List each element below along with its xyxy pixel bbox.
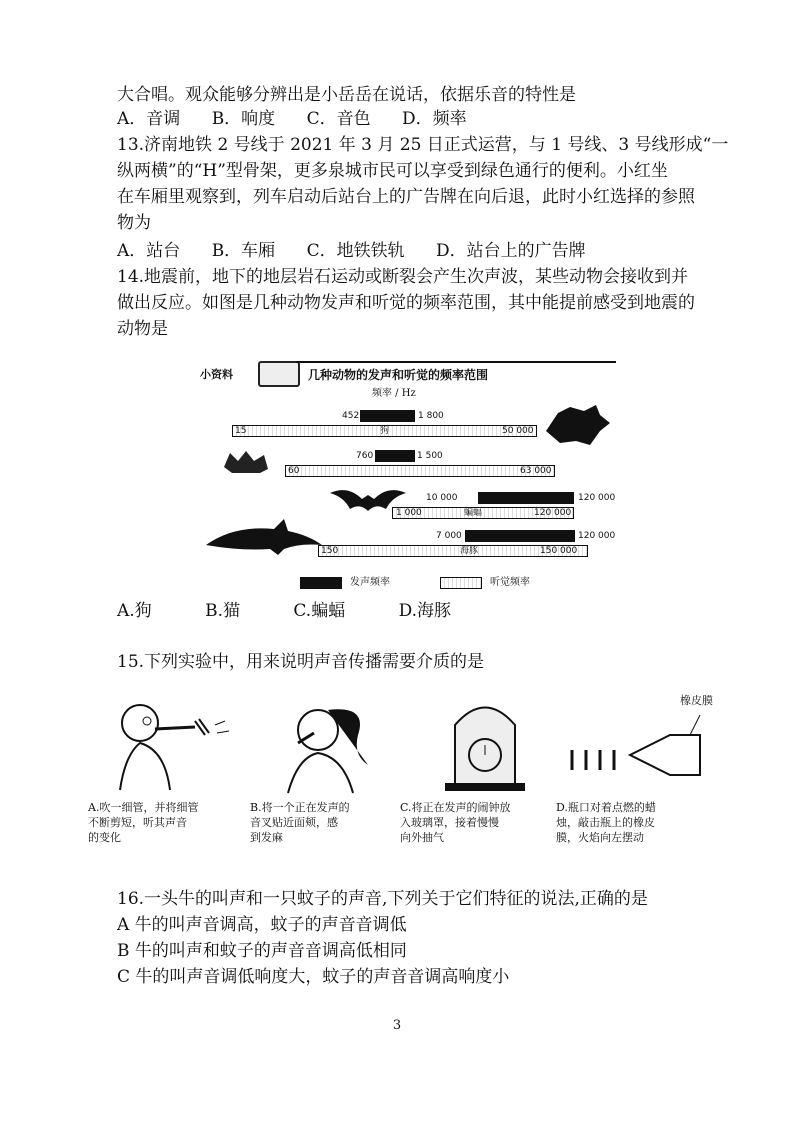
legend-hear-swatch: [440, 577, 482, 589]
caption-line: 音叉贴近面颊，感: [250, 816, 338, 829]
q13-line-2: 纵两横”的“H”型骨架，更多泉城市民可以享受到绿色通行的便利。小红坐: [117, 161, 668, 181]
caption-line: 的变化: [88, 831, 121, 844]
caption-line: 膜，火焰向左摆动: [556, 831, 644, 844]
bat-emit-high: 120 000: [578, 493, 616, 503]
q12-options: [117, 108, 493, 130]
option-c: C.蝙蝠: [293, 601, 346, 621]
dog-hear-high: 50 000: [502, 426, 534, 436]
option-c: C．音色: [306, 109, 371, 129]
caption-line: 烛，敲击瓶上的橡皮: [556, 816, 655, 829]
caption-line: 向外抽气: [400, 831, 444, 844]
chart-title: 几种动物的发声和听觉的频率范围: [308, 368, 489, 382]
experiment-a-caption: [88, 800, 238, 845]
dolphin-emit-bar: [465, 530, 575, 542]
dolphin-emit-high: 120 000: [578, 531, 616, 541]
option-c: C．地铁铁轨: [306, 241, 405, 261]
dolphin-emit-low: 7 000: [436, 531, 462, 541]
q13-line-3: 在车厢里观察到，列车启动后站台上的广告牌在向后退，此时小红选择的参照: [117, 187, 695, 207]
q16-option-a: A 牛的叫声音调高，蚊子的声音音调低: [117, 915, 407, 935]
bat-hear-low: 1 000: [396, 508, 422, 518]
option-b: B．响度: [211, 109, 276, 129]
q14-line-1: 14.地震前，地下的地层岩石运动或断裂会产生次声波，某些动物会接收到并: [117, 267, 689, 287]
caption-line: D.瓶口对着点燃的蜡: [556, 801, 656, 814]
experiment-b-caption: [250, 800, 400, 845]
dog-label: 狗: [380, 426, 390, 436]
experiment-a-drawing: [95, 695, 255, 795]
dog-hear-low: 15: [235, 426, 247, 436]
caption-line: 入玻璃罩，接着慢慢: [400, 816, 499, 829]
q15-text: 15.下列实验中，用来说明声音传播需要介质的是: [117, 652, 485, 672]
chart-tag: 小资料: [200, 368, 233, 381]
page-number: 3: [392, 1018, 402, 1033]
cat-emit-low: 760: [356, 451, 374, 461]
legend-emit-label: 发声频率: [350, 577, 390, 588]
cat-hearing-bar: [285, 465, 555, 477]
bat-emit-low: 10 000: [426, 493, 458, 503]
caption-line: A.吹一细管，并将细管: [88, 801, 199, 814]
experiment-d-caption: [556, 800, 706, 845]
dolphin-hear-low: 150: [321, 546, 339, 556]
q16-option-b: B 牛的叫声和蚊子的声音音调高低相同: [117, 941, 407, 961]
chart-unit: 频率 / Hz: [372, 388, 416, 399]
option-b: B．车厢: [211, 241, 276, 261]
q13-line-4: 物为: [117, 213, 151, 233]
option-a: A.狗: [117, 601, 152, 621]
q13-options: [117, 240, 612, 262]
dog-icon: [540, 401, 612, 449]
q12-text-end: 大合唱。观众能够分辨出是小岳岳在说话，依据乐音的特性是: [117, 85, 576, 105]
bat-hear-high: 120 000: [534, 508, 572, 518]
option-a: A．音调: [117, 109, 181, 129]
dog-emit-high: 1 800: [418, 411, 444, 421]
caption-line: 到发麻: [250, 831, 283, 844]
experiment-b-drawing: [258, 695, 418, 795]
experiment-d-drawing: [560, 695, 720, 795]
book-icon: [258, 361, 300, 387]
caption-line: B.将一个正在发声的: [250, 801, 350, 814]
dolphin-hear-high: 150 000: [540, 546, 578, 556]
option-a: A．站台: [117, 241, 181, 261]
cat-hear-low: 60: [288, 466, 300, 476]
dolphin-label: 海豚: [460, 546, 479, 556]
dog-emit-low: 452: [342, 411, 360, 421]
caption-line: C.将正在发声的闹钟放: [400, 801, 511, 814]
q14-line-3: 动物是: [117, 319, 168, 339]
dolphin-icon: [204, 515, 324, 557]
option-d: D．站台上的广告牌: [436, 241, 586, 261]
legend-emit-swatch: [300, 577, 342, 589]
cat-icon: [220, 447, 272, 477]
q16-text: 16.一头牛的叫声和一只蚊子的声音,下列关于它们特征的说法,正确的是: [117, 889, 648, 909]
frequency-range-chart: [200, 355, 620, 600]
experiment-c-caption: [400, 800, 550, 845]
q14-options: [117, 600, 477, 622]
cat-emit-bar: [375, 450, 415, 462]
option-d: D.海豚: [398, 601, 452, 621]
bat-emit-bar: [478, 492, 574, 504]
q13-line-1: 13.济南地铁 2 号线于 2021 年 3 月 25 日正式运营，与 1 号线、3 号线形成“一: [117, 135, 729, 155]
dog-emit-bar: [360, 410, 415, 422]
legend-hear-label: 听觉频率: [490, 577, 530, 588]
caption-line: 不断剪短，听其声音: [88, 816, 187, 829]
cat-emit-high: 1 500: [417, 451, 443, 461]
q14-line-2: 做出反应。如图是几种动物发声和听觉的频率范围，其中能提前感受到地震的: [117, 293, 695, 313]
option-b: B.猫: [205, 601, 240, 621]
option-d: D．频率: [402, 109, 467, 129]
cat-hear-high: 63 000: [520, 466, 552, 476]
bat-label: 蝙蝠: [464, 508, 483, 518]
q16-option-c: C 牛的叫声音调低响度大，蚊子的声音音调高响度小: [117, 967, 510, 987]
rubber-membrane-label: 橡皮膜: [680, 694, 713, 707]
chart-rule: [296, 361, 616, 363]
